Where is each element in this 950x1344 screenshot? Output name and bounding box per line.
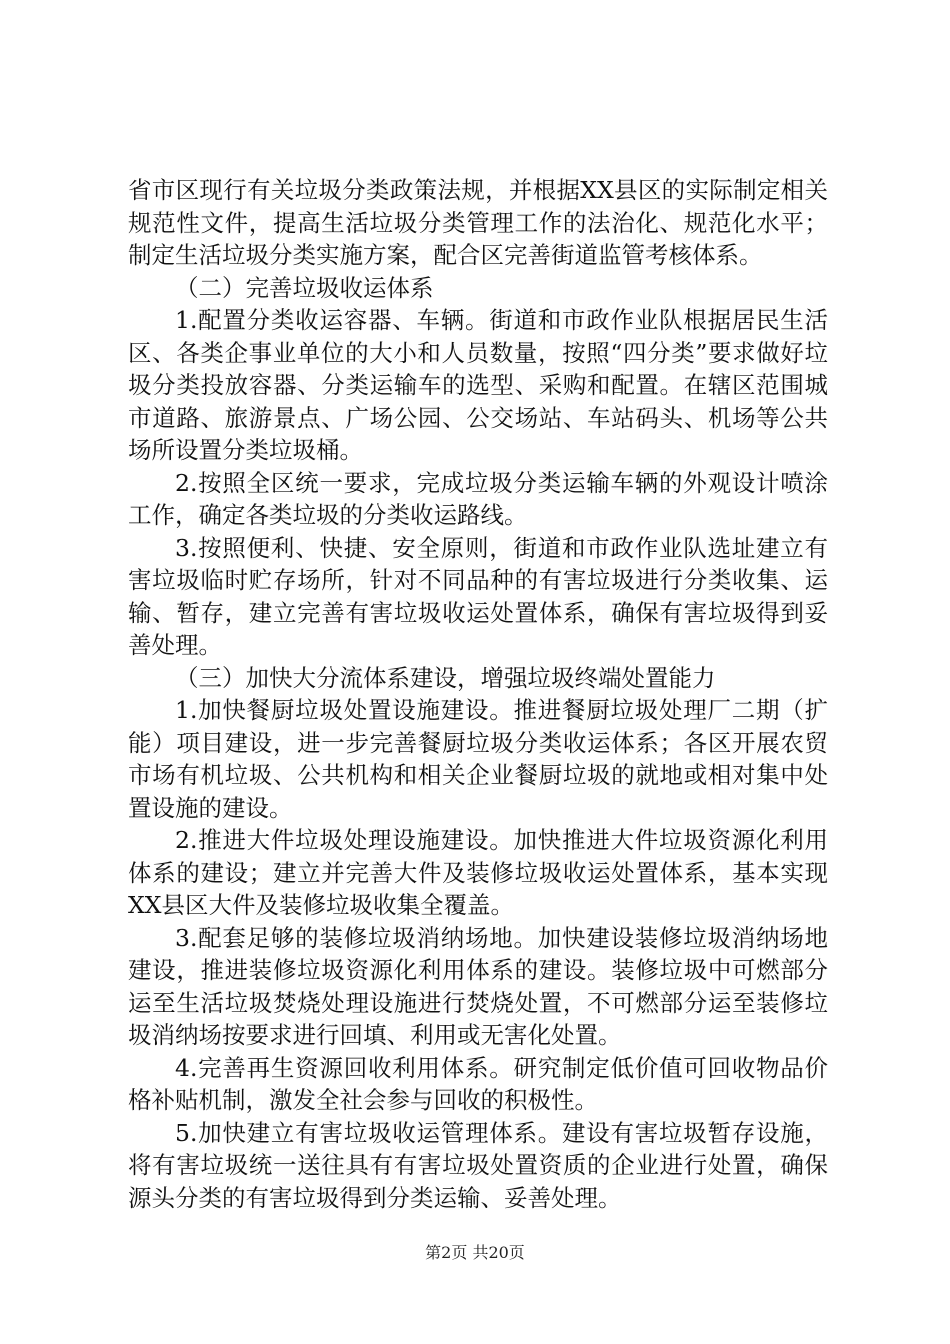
document-body (128, 174, 828, 1214)
paragraph-3-2: 2.推进大件垃圾处理设施建设。加快推进大件垃圾资源化利用体系的建设；建立并完善大件及装修垃圾收运处置体系，基本实现XX县区大件及装修垃圾收集全覆盖。 (128, 826, 828, 919)
paragraph-3-3: 3.配套足够的装修垃圾消纳场地。加快建设装修垃圾消纳场地建设，推进装修垃圾资源化利用体系的建设。装修垃圾中可燃部分运至生活垃圾焚烧处理设施进行焚烧处置，不可燃部分运至装修垃圾消纳场按要求进行回填、利用或无害化处置。 (128, 923, 828, 1049)
paragraph-2-2: 2.按照全区统一要求，完成垃圾分类运输车辆的外观设计喷涂工作，确定各类垃圾的分类收运路线。 (128, 468, 828, 529)
paragraph-3-4: 4.完善再生资源回收利用体系。研究制定低价值可回收物品价格补贴机制，激发全社会参与回收的积极性。 (128, 1053, 828, 1114)
paragraph-continuation: 省市区现行有关垃圾分类政策法规，并根据XX县区的实际制定相关规范性文件，提高生活垃圾分类管理工作的法治化、规范化水平；制定生活垃圾分类实施方案，配合区完善街道监管考核体系。 (128, 176, 828, 269)
paragraph-2-1: 1.配置分类收运容器、车辆。街道和市政作业队根据居民生活区、各类企事业单位的大小和人员数量，按照“四分类”要求做好垃圾分类投放容器、分类运输车的选型、采购和配置。在辖区范围城市道路、旅游景点、广场公园、公交场站、车站码头、机场等公共场所设置分类垃圾桶。 (128, 306, 828, 464)
paragraph-3-5: 5.加快建立有害垃圾收运管理体系。建设有害垃圾暂存设施，将有害垃圾统一送往具有有害垃圾处置资质的企业进行处置，确保源头分类的有害垃圾得到分类运输、妥善处理。 (128, 1118, 828, 1212)
section-heading-3: （三）加快大分流体系建设，增强垃圾终端处置能力 (175, 663, 716, 692)
paragraph-2-3: 3.按照便利、快捷、安全原则，街道和市政作业队选址建立有害垃圾临时贮存场所，针对不同品种的有害垃圾进行分类收集、运输、暂存，建立完善有害垃圾收运处置体系，确保有害垃圾得到妥善处理。 (128, 533, 828, 659)
section-heading-2: （二）完善垃圾收运体系 (175, 273, 434, 302)
paragraph-3-1: 1.加快餐厨垃圾处置设施建设。推进餐厨垃圾处理厂二期（扩能）项目建设，进一步完善餐厨垃圾分类收运体系；各区开展农贸市场有机垃圾、公共机构和相关企业餐厨垃圾的就地或相对集中处置设施的建设。 (128, 696, 828, 822)
page-number-footer: 第2页 共20页 (425, 1243, 525, 1262)
